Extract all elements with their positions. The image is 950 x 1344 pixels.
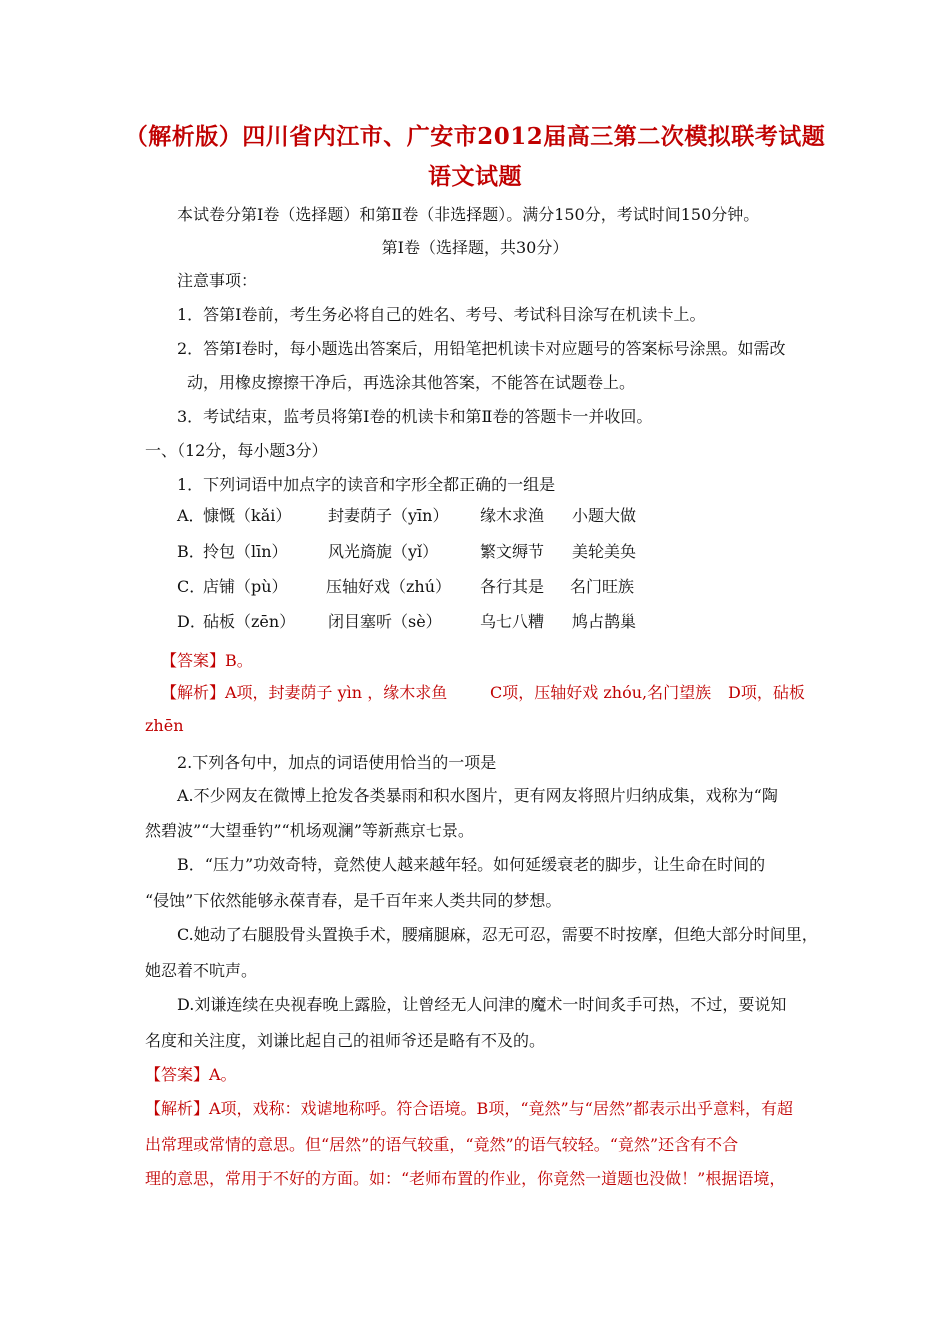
- notice-item: 3．考试结束，监考员将第Ⅰ卷的机读卡和第Ⅱ卷的答题卡一并收回。: [177, 407, 653, 426]
- option-word: 慷慨（kǎi）: [203, 506, 292, 525]
- option-label: D．: [177, 612, 206, 631]
- option-word: 小题大做: [572, 506, 637, 525]
- option-word: 乌七八糟: [480, 612, 545, 631]
- question-stem: 2.下列各句中，加点的词语使用恰当的一项是: [177, 753, 497, 772]
- option-word: 压轴好戏（zhú）: [326, 577, 452, 596]
- option-text: C.她动了右腿股骨头置换手术，腰痛腿麻，忍无可忍，需要不时按摩，但绝大部分时间里，: [177, 925, 818, 944]
- option-word: 各行其是: [480, 577, 545, 596]
- option-text: D.刘谦连续在央视春晚上露脸，让曾经无人问津的魔术一时间炙手可热，不过，要说知: [177, 995, 787, 1014]
- analysis-text: 【解析】A项，封妻荫子 yìn ，缘木求鱼: [161, 683, 448, 702]
- option-word: 鸠占鹊巢: [572, 612, 637, 631]
- option-word: 封妻荫子（yīn）: [328, 506, 449, 525]
- option-text: B．“压力”功效奇特，竟然使人越来越年轻。如何延缓衰老的脚步，让生命在时间的: [177, 855, 766, 874]
- question-stem: 1．下列词语中加点字的读音和字形全都正确的一组是: [177, 475, 556, 494]
- option-word: 风光旖旎（yǐ）: [328, 542, 439, 561]
- option-label: C．: [177, 577, 206, 596]
- option-word: 美轮美奂: [572, 542, 637, 561]
- option-word: 繁文缛节: [480, 542, 545, 561]
- option-label: A．: [177, 506, 205, 525]
- analysis-text: D项，砧板: [728, 683, 805, 702]
- option-text: 然碧波”“大望垂钓”“机场观澜”等新燕京七景。: [145, 821, 474, 840]
- option-text: 她忍着不吭声。: [145, 961, 258, 980]
- option-word: 闭目塞听（sè）: [328, 612, 442, 631]
- document-subtitle: 语文试题: [428, 163, 522, 190]
- option-word: 砧板（zēn）: [203, 612, 296, 631]
- option-label: B．: [177, 542, 205, 561]
- option-word: 名门旺族: [570, 577, 635, 596]
- option-word: 缘木求渔: [480, 506, 545, 525]
- notice-item: 动，用橡皮擦擦干净后，再选涂其他答案，不能答在试题卷上。: [187, 373, 636, 392]
- option-word: 拎包（līn）: [203, 542, 288, 561]
- option-text: “侵蚀”下依然能够永葆青春，是千百年来人类共同的梦想。: [145, 891, 562, 910]
- notice-heading: 注意事项：: [177, 271, 258, 290]
- option-word: 店铺（pù）: [203, 577, 288, 596]
- option-text: 名度和关注度，刘谦比起自己的祖师爷还是略有不及的。: [145, 1031, 546, 1050]
- exam-intro: 本试卷分第Ⅰ卷（选择题）和第Ⅱ卷（非选择题）。满分150分，考试时间150分钟。: [177, 205, 760, 224]
- section-heading: 第Ⅰ卷（选择题，共30分）: [381, 238, 569, 257]
- option-text: A.不少网友在微博上抢发各类暴雨和积水图片，更有网友将照片归纳成集，戏称为“陶: [177, 786, 778, 805]
- analysis-text: 理的意思，常用于不好的方面。如：“老师布置的作业，你竟然一道题也没做！”根据语境，: [145, 1169, 786, 1188]
- answer-label: 【答案】A。: [145, 1065, 237, 1084]
- notice-item: 1．答第Ⅰ卷前，考生务必将自己的姓名、考号、考试科目涂写在机读卡上。: [177, 305, 706, 324]
- analysis-text: 出常理或常情的意思。但“居然”的语气较重，“竟然”的语气较轻。“竟然”还含有不合: [145, 1135, 739, 1154]
- notice-item: 2．答第Ⅰ卷时，每小题选出答案后，用铅笔把机读卡对应题号的答案标号涂黑。如需改: [177, 339, 786, 358]
- analysis-text: C项，压轴好戏 zhóu,名门望族: [490, 683, 712, 702]
- analysis-text: 【解析】A项，戏称：戏谑地称呼。符合语境。B项，“竟然”与“居然”都表示出乎意料，有超: [145, 1099, 794, 1118]
- document-title: （解析版）四川省内江市、广安市2012届高三第二次模拟联考试题: [124, 123, 826, 150]
- analysis-text: zhēn: [145, 716, 184, 735]
- answer-label: 【答案】B。: [161, 651, 253, 670]
- part-heading: 一、（12分，每小题3分）: [145, 441, 328, 460]
